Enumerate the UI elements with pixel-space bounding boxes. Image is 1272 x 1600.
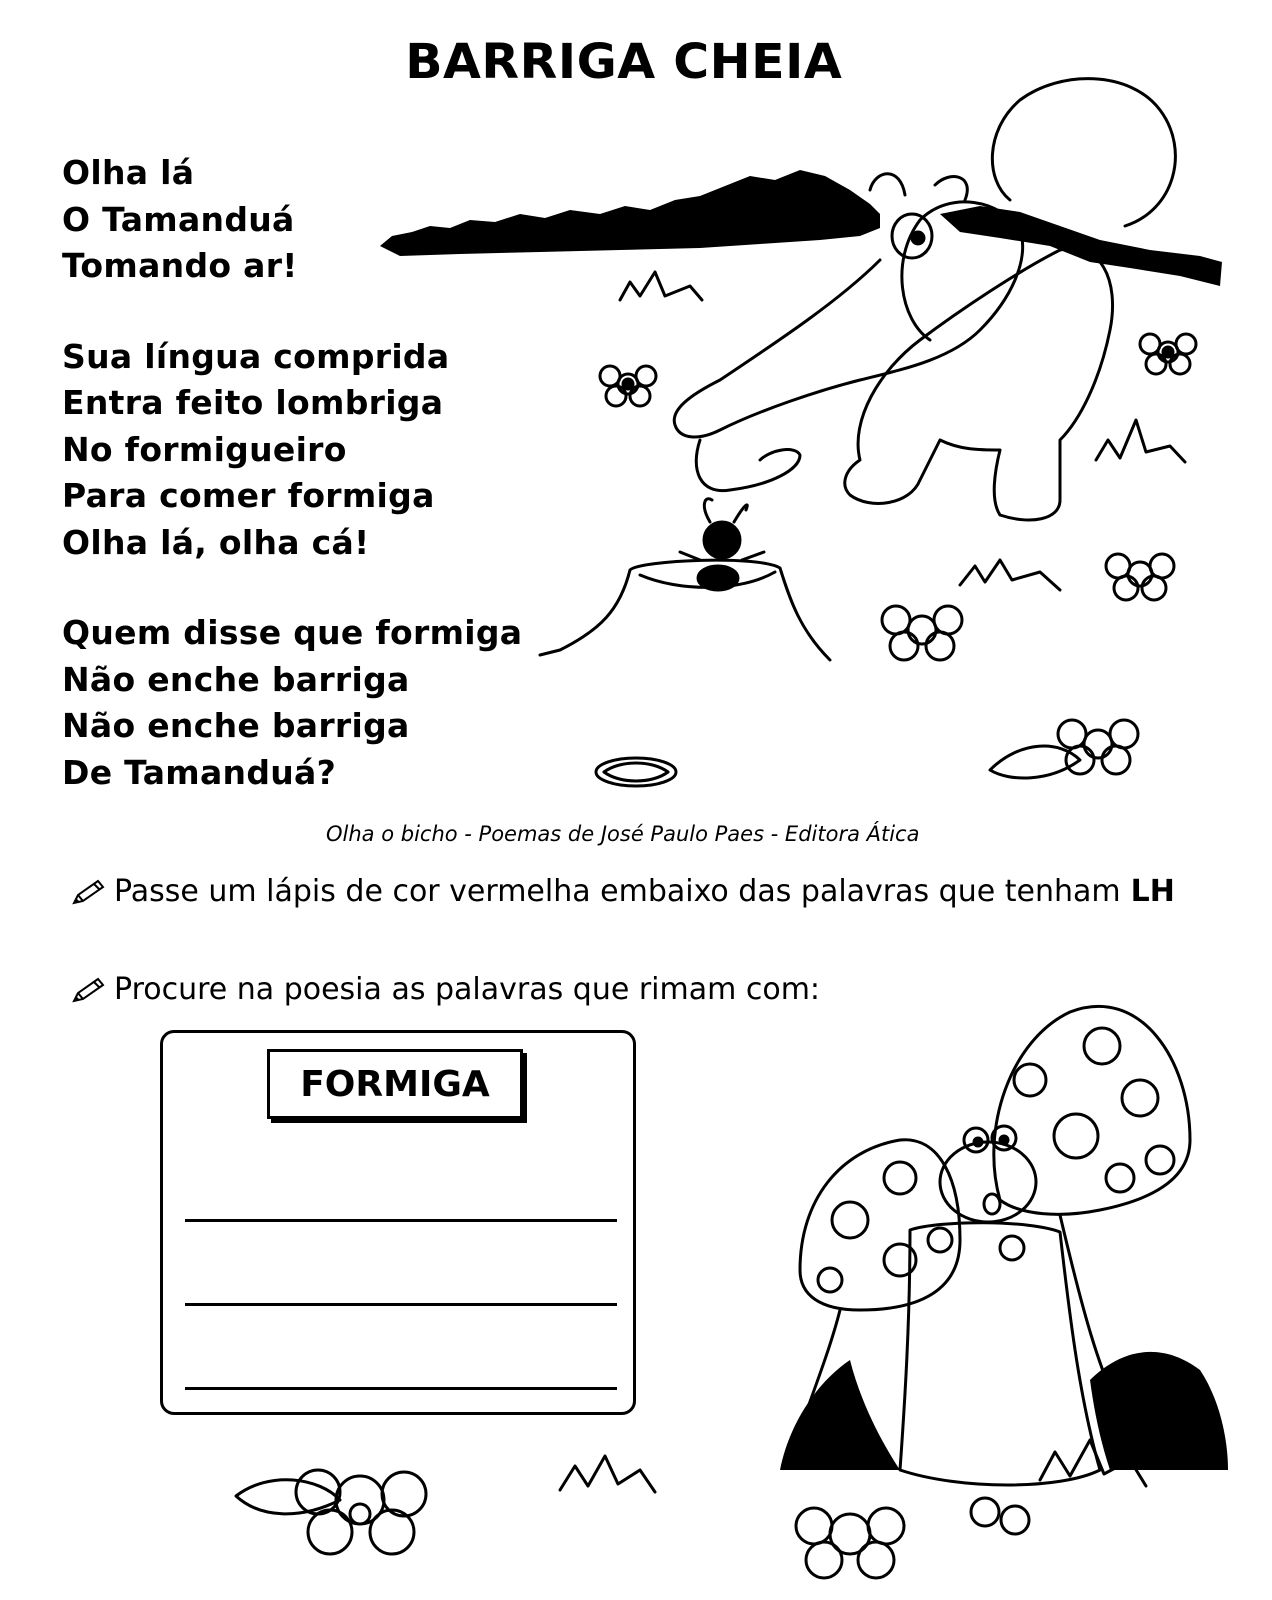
flower-3 <box>1106 554 1174 600</box>
big-mushroom-spots <box>1014 1028 1174 1192</box>
flower-2 <box>1140 334 1196 374</box>
instruction-text: Passe um lápis de cor vermelha embaixo das palavras que tenham <box>114 874 1121 909</box>
poem-line: O Tamanduá <box>62 199 295 239</box>
flower-bottom-2 <box>796 1508 904 1578</box>
instruction-text: Procure na poesia as palavras que rimam com: <box>114 972 821 1007</box>
rhyme-answer-box <box>160 1030 636 1415</box>
flower-bottom-1 <box>296 1470 426 1554</box>
poem-line: Sua língua comprida <box>62 336 450 376</box>
grass-tuft-3 <box>960 560 1060 590</box>
instruction-find-rhymes <box>70 972 820 1007</box>
ant-figure <box>680 499 764 590</box>
anteater-ear <box>870 174 967 200</box>
poem-line: De Tamanduá? <box>62 752 337 792</box>
grass-tuft-1 <box>620 272 702 300</box>
grass-bottom-1 <box>560 1456 655 1492</box>
poem-line: Não enche barriga <box>62 659 410 699</box>
page-title: BARRIGA CHEIA <box>405 34 843 90</box>
pencil-icon <box>70 975 106 1005</box>
poem-line: No formigueiro <box>62 429 347 469</box>
moon-shape <box>992 79 1175 226</box>
poem-stanza-1 <box>62 150 622 290</box>
dark-shrub-left <box>780 1360 900 1470</box>
poem-line: Olha lá, olha cá! <box>62 522 370 562</box>
bug-figure <box>928 1126 1036 1260</box>
small-mushroom-spots <box>818 1162 916 1292</box>
leaf-bottom-1 <box>236 1480 340 1514</box>
poem-citation: Olha o bicho - Poemas de José Paulo Paes - Editora Ática <box>326 822 920 846</box>
poem-line: Não enche barriga <box>62 706 410 745</box>
flower-bottom-3 <box>971 1498 1029 1534</box>
poem-line: Tomando ar! <box>62 246 298 285</box>
big-mushroom-cap <box>994 1006 1190 1214</box>
poem-line: Entra feito lombriga <box>62 383 444 422</box>
anteater-body <box>845 248 1113 520</box>
poem-line: Para comer formiga <box>62 476 435 515</box>
answer-line-1[interactable] <box>185 1219 617 1222</box>
flower-4 <box>882 606 962 660</box>
poem-line: Olha lá <box>62 153 195 192</box>
anteater-tongue <box>696 440 800 491</box>
anteater-eye <box>912 232 924 244</box>
target-word: FORMIGA <box>267 1049 523 1119</box>
poem-line: Quem disse que formiga <box>62 613 523 652</box>
poem-stanza-2 <box>62 334 622 567</box>
poem <box>62 150 622 840</box>
dark-shrub-right <box>1090 1352 1228 1470</box>
answer-line-3[interactable] <box>185 1387 617 1390</box>
instruction-highlight: LH <box>1130 874 1175 909</box>
grass-tuft-2 <box>1096 420 1185 462</box>
instruction-underline-lh <box>70 874 1175 909</box>
answer-line-2[interactable] <box>185 1303 617 1306</box>
pencil-icon <box>70 877 106 907</box>
poem-stanza-3 <box>62 610 622 796</box>
